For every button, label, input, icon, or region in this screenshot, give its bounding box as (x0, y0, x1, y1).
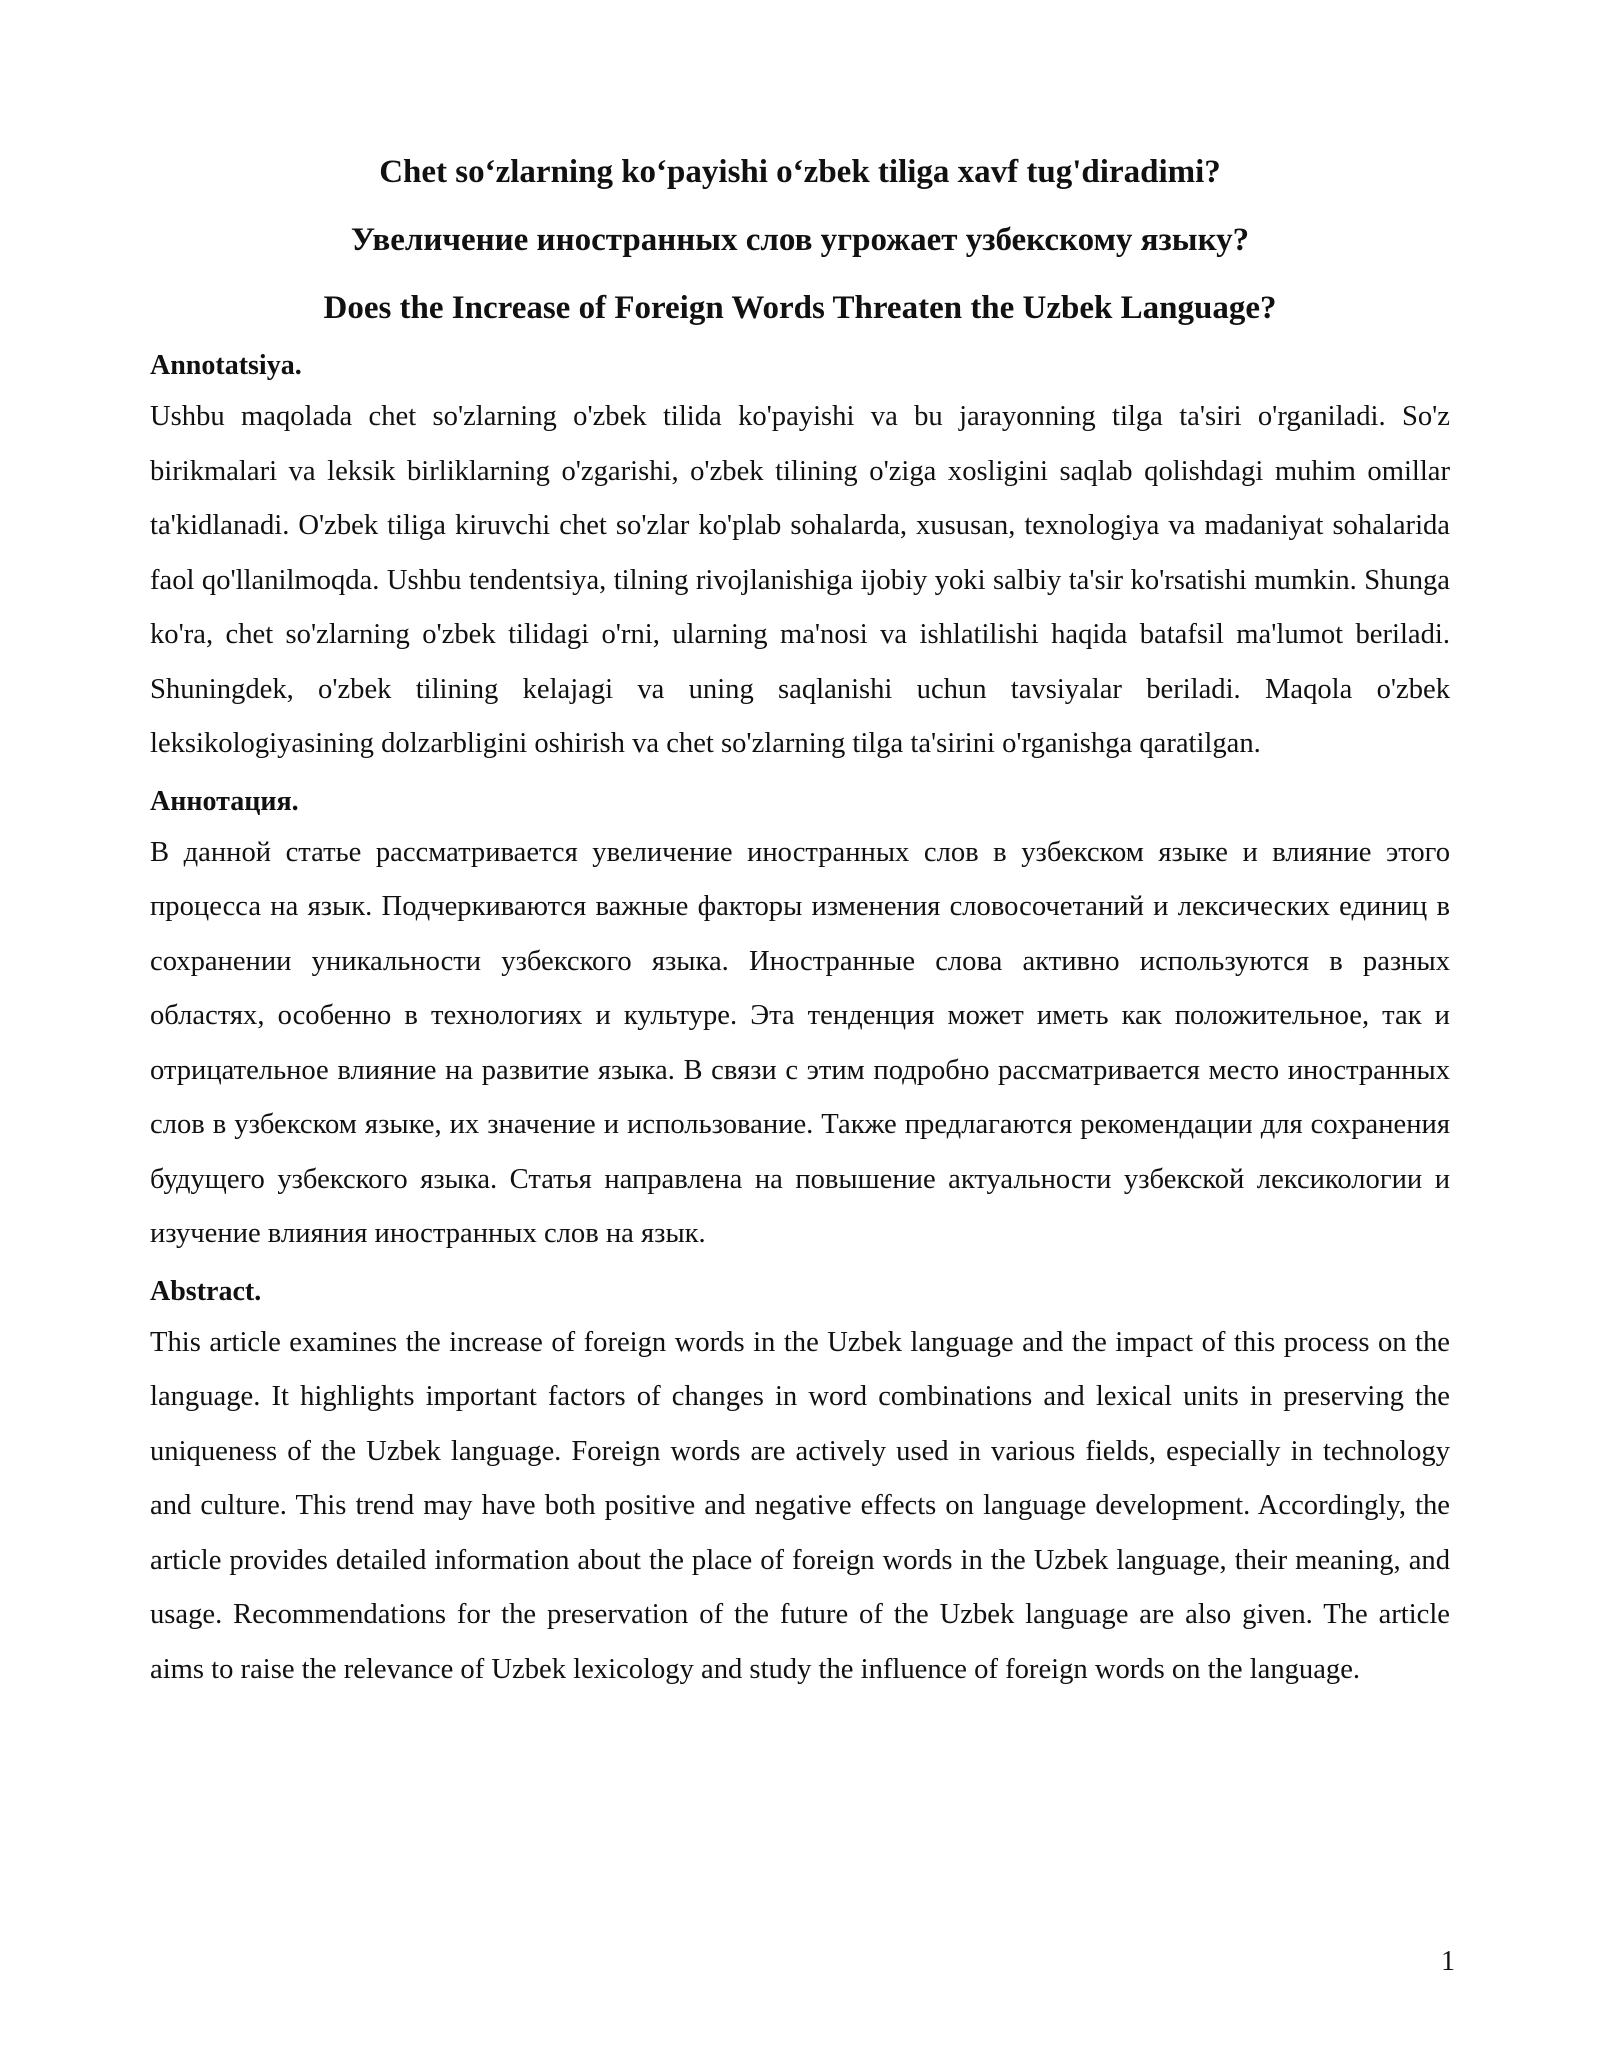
abstract-english-text: This article examines the increase of foreign words in the Uzbek language and the impact of this process on the language. It highlights important factors of changes in word combinations and lexical units in preserving the uniqueness of the Uzbek language. Foreign words are actively used in various fields, especially in technology and culture. This trend may have both positive and negative effects on language development. Accordingly, the article provides detailed information about the place of foreign words in the Uzbek language, their meaning, and usage. Recommendations for the preservation of the future of the Uzbek language are also given. The article aims to raise the relevance of Uzbek lexicology and study the influence of foreign words on the language. (150, 1326, 1450, 1685)
page-number: 1 (1441, 1946, 1455, 1977)
annotation-uzbek-text: Ushbu maqolada chet so'zlarning o'zbek tilida ko'payishi va bu jarayonning tilga ta'siri o'rganiladi. So'z birikmalari va leksik birliklarning o'zgarishi, o'zbek tilining o'ziga xosligini saqlab qolishdagi muhim omillar ta'kidlanadi. O'zbek tiliga kiruvchi chet so'zlar ko'plab sohalarda, xususan, texnologiya va madaniyat sohalarida faol qo'llanilmoqda. Ushbu tendentsiya, tilning rivojlanishiga ijobiy yoki salbiy ta'sir ko'rsatishi mumkin. Shunga ko'ra, chet so'zlarning o'zbek tilidagi o'rni, ularning ma'nosi va ishlatilishi haqida batafsil ma'lumot beriladi. Shuningdek, o'zbek tilining kelajagi va uning saqlanishi uchun tavsiyalar beriladi. Maqola o'zbek leksikologiyasining dolzarbligini oshirish va chet so'zlarning tilga ta'sirini o'rganishga qaratilgan. (150, 401, 1450, 759)
title-uzbek: Chet so‘zlarning ko‘payishi o‘zbek tiliga xavf tug'diradimi? (379, 154, 1221, 190)
abstract-english-section (150, 1274, 1450, 1698)
annotation-russian-text: В данной статье рассматривается увеличение иностранных слов в узбекском языке и влияние этого процесса на язык. Подчеркиваются важные факторы изменения словосочетаний и лексических единиц в сохранении уникальности узбекского языка. Иностранные слова активно используются в разных областях, особенно в технологиях и культуре. Эта тенденция может иметь как положительное, так и отрицательное влияние на развитие языка. В связи с этим подробно рассматривается место иностранных слов в узбекском языке, их значение и использование. Также предлагаются рекомендации для сохранения будущего узбекского языка. Статья направлена на повышение актуальности узбекской лексикологии и изучение влияния иностранных слов на язык. (150, 836, 1450, 1249)
annotation-uzbek-section (150, 348, 1450, 772)
title-english: Does the Increase of Foreign Words Threaten the Uzbek Language? (323, 290, 1277, 326)
title-russian: Увеличение иностранных слов угрожает узбекскому языку? (350, 222, 1250, 258)
page-content (150, 138, 1450, 1697)
annotation-uzbek-heading: Annotatsiya. (150, 350, 302, 381)
annotation-russian-heading: Аннотация. (150, 785, 299, 817)
annotation-russian-section (150, 784, 1450, 1262)
abstract-english-heading: Abstract. (150, 1275, 262, 1307)
